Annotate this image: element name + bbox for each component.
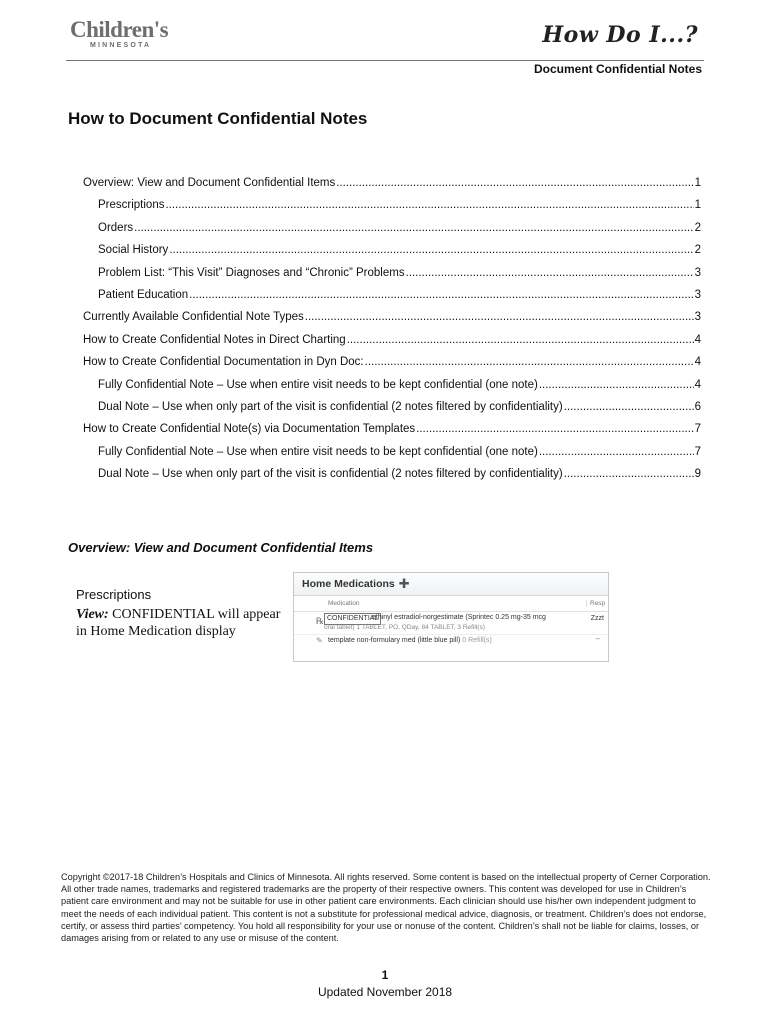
- toc-entry-page: 2: [694, 221, 701, 234]
- toc-entry[interactable]: [83, 175, 701, 197]
- toc-entry-page: 7: [694, 423, 701, 436]
- how-do-i-tagline: How Do I...?: [542, 22, 698, 48]
- toc-entry-page: 4: [694, 378, 701, 391]
- toc-entry[interactable]: [83, 377, 701, 399]
- prescriptions-view-note: [76, 606, 286, 640]
- toc-entry-label: Prescriptions: [98, 199, 165, 212]
- toc-dot-leader: [416, 421, 693, 437]
- toc-dot-leader: [564, 466, 694, 482]
- header-divider: [66, 60, 704, 61]
- toc-dot-leader: [539, 444, 694, 460]
- toc-entry-page: 6: [694, 400, 701, 413]
- toc-entry[interactable]: [83, 444, 701, 466]
- toc-entry-label: How to Create Confidential Documentation in Dyn Doc:: [83, 356, 364, 369]
- template-med-name: [328, 637, 492, 644]
- toc-entry-page: 7: [694, 445, 701, 458]
- toc-entry[interactable]: [83, 466, 701, 488]
- running-header-title: Document Confidential Notes: [533, 62, 702, 76]
- toc-dot-leader: [365, 354, 694, 370]
- toc-dot-leader: [134, 220, 693, 236]
- toc-entry-label: Orders: [98, 221, 134, 234]
- medication-resp: Zzzt: [590, 615, 604, 622]
- toc-entry-page: 1: [694, 199, 701, 212]
- home-medications-screenshot: [293, 572, 609, 662]
- home-medications-title: Home Medications: [302, 578, 395, 590]
- toc-entry[interactable]: [83, 399, 701, 421]
- toc-entry-label: Patient Education: [98, 288, 189, 301]
- view-label: View:: [76, 607, 109, 622]
- toc-entry-label: How to Create Confidential Notes in Direct Charting: [83, 333, 346, 346]
- toc-dot-leader: [539, 377, 694, 393]
- toc-entry-label: How to Create Confidential Note(s) via Documentation Templates: [83, 423, 416, 436]
- toc-entry-label: Fully Confidential Note – Use when entire visit needs to be kept confidential (one note): [98, 445, 538, 458]
- confidential-badge: CONFIDENTIAL: [324, 613, 381, 625]
- prescriptions-subheading: Prescriptions: [76, 587, 152, 602]
- toc-dot-leader: [564, 399, 694, 415]
- toc-entry-page: 3: [694, 288, 701, 301]
- toc-entry[interactable]: [83, 354, 701, 376]
- toc-entry-page: 2: [694, 244, 701, 257]
- table-of-contents: [83, 175, 701, 488]
- prescription-icon: ℞: [316, 616, 325, 626]
- toc-entry-page: 1: [694, 177, 701, 189]
- template-med-text: template non-formulary med (little blue pill): [328, 637, 461, 644]
- medication-detail: oral tablet) 1 TABLET, PO, QDay, 84 TABLET, 3 Refill(s): [324, 624, 485, 631]
- toc-entry-label: Dual Note – Use when only part of the visit is confidential (2 notes filtered by confidentiality): [98, 468, 563, 481]
- toc-entry-label: Social History: [98, 244, 169, 257]
- toc-dot-leader: [347, 332, 694, 348]
- toc-entry-label: Dual Note – Use when only part of the visit is confidential (2 notes filtered by confidentiality): [98, 400, 563, 413]
- view-text: CONFIDENTIAL will appear in Home Medication display: [76, 607, 281, 639]
- page-title: How to Document Confidential Notes: [68, 109, 368, 128]
- toc-entry[interactable]: [83, 421, 701, 443]
- toc-entry-page: 4: [694, 333, 701, 346]
- home-medications-header: [294, 573, 608, 596]
- toc-entry-label: Problem List: “This Visit” Diagnoses and “Chronic” Problems: [98, 266, 405, 279]
- toc-entry-page: 4: [694, 356, 701, 369]
- updated-date: Updated November 2018: [317, 985, 453, 999]
- col-medication: Medication: [328, 600, 360, 607]
- toc-dot-leader: [305, 309, 694, 325]
- copyright-notice: Copyright ©2017-18 Children’s Hospitals and Clinics of Minnesota. All rights reserved. Some content is based on the intellectual property of Cerner Corporation. All other trade names, trademarks and registered trademarks are the property of their respective owners. This content was developed for use in Children’s patient care environment and may not be suitable for use in other patient care environments. Each clinician should use his/her own independent judgment to meet the needs of each individual patient. This content is not a substitute for professional medical advice, diagnosis, or treatment. Children’s does not endorse, certify, or assess third parties’ competency. You hold all responsibility for your use or nonuse of the content. Children’s shall not be liable for claims, losses, or damages arising from or related to any use or misuse of the content.: [61, 872, 711, 944]
- col-resp: Resp: [586, 600, 608, 607]
- toc-entry-page: 3: [694, 266, 701, 279]
- section-heading: Overview: View and Document Confidential Items: [68, 540, 374, 555]
- toc-entry-label: Currently Available Confidential Note Types: [83, 311, 304, 324]
- toc-dot-leader: [189, 287, 693, 303]
- toc-entry[interactable]: [83, 287, 701, 309]
- childrens-minnesota-logo: [70, 18, 170, 49]
- toc-entry[interactable]: [83, 220, 701, 242]
- logo-subtitle: MINNESOTA: [90, 42, 152, 49]
- medication-row-template: [294, 635, 608, 649]
- toc-entry[interactable]: [83, 197, 701, 219]
- toc-entry[interactable]: [83, 332, 701, 354]
- add-plus-icon: ✚: [398, 576, 410, 591]
- template-med-resp: --: [595, 636, 600, 643]
- toc-entry[interactable]: [83, 265, 701, 287]
- page-number: 1: [381, 968, 389, 982]
- medication-name: ethinyl estradiol-norgestimate (Sprintec 0.25 mg-35 mcg: [372, 614, 546, 621]
- toc-dot-leader: [406, 265, 694, 281]
- toc-entry-label: Fully Confidential Note – Use when entire visit needs to be kept confidential (one note): [98, 378, 538, 391]
- template-med-refill: 0 Refill(s): [462, 637, 492, 644]
- medication-column-headers: [294, 596, 608, 612]
- toc-dot-leader: [336, 175, 693, 191]
- logo-wordmark: Children's: [70, 17, 169, 42]
- medication-row-confidential: [294, 612, 608, 635]
- toc-dot-leader: [165, 197, 693, 213]
- toc-entry-label: Overview: View and Document Confidential Items: [83, 177, 336, 189]
- toc-entry[interactable]: [83, 309, 701, 331]
- toc-entry[interactable]: [83, 242, 701, 264]
- toc-dot-leader: [169, 242, 693, 258]
- template-med-icon: ✎: [316, 636, 323, 645]
- toc-entry-page: 9: [694, 468, 701, 481]
- toc-entry-page: 3: [694, 311, 701, 324]
